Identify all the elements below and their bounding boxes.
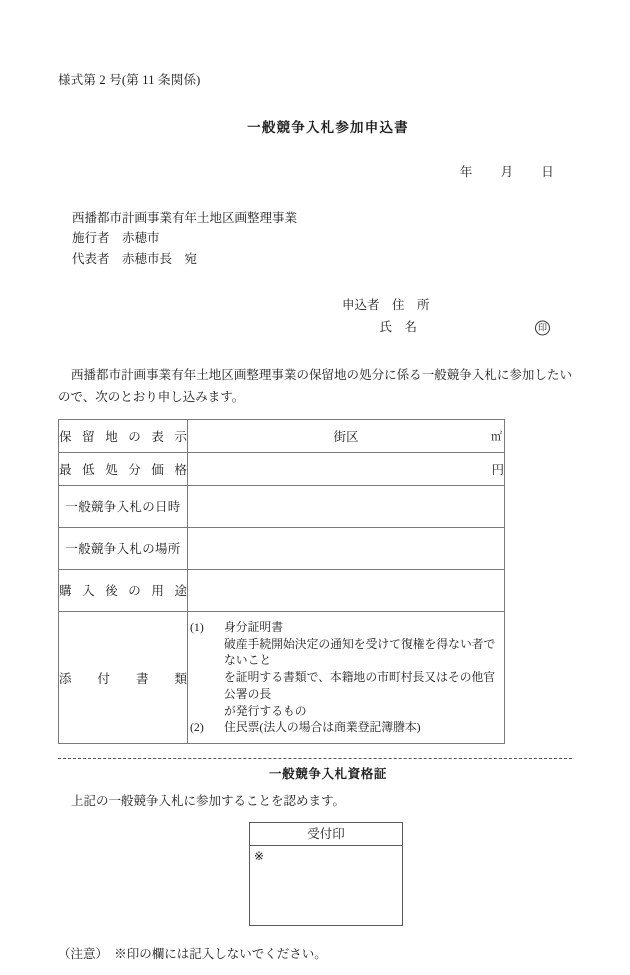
- row-label-purpose: [59, 569, 188, 611]
- row-label-bid-place: [59, 527, 188, 569]
- table-row: [59, 485, 505, 527]
- date-month-label: 月: [500, 164, 514, 179]
- date-day-label: 日: [541, 164, 554, 179]
- row-label-hoyuchi: [59, 419, 188, 452]
- label-char: 低: [82, 462, 95, 477]
- label-char: 留: [82, 429, 95, 444]
- attachment-line: 破産手続開始決定の通知を受けて復権を得ない者でないこと: [224, 636, 496, 668]
- stamp-box-wrapper: [58, 822, 572, 926]
- list-item: [190, 719, 504, 736]
- row-value-minimum-price[interactable]: [188, 452, 505, 485]
- block-label: 街区: [333, 429, 359, 444]
- certificate-title: 一般競争入札資格証: [269, 767, 387, 782]
- row-value-bid-datetime[interactable]: [188, 485, 505, 527]
- applicant-name-label: 氏 名: [379, 320, 418, 335]
- unit-yen: 円: [491, 462, 504, 477]
- row-label-bid-datetime: [59, 485, 188, 527]
- receipt-stamp-header: 受付印: [250, 823, 402, 846]
- application-table: [58, 419, 505, 744]
- label-char: 表: [151, 429, 164, 444]
- addressee-executor: 施行者 赤穂市: [72, 231, 160, 246]
- label-char: 入: [82, 584, 95, 599]
- date-year-label: 年: [459, 164, 473, 179]
- label-char: 途: [174, 584, 187, 599]
- label-char: 分: [128, 462, 141, 477]
- label-chars: [59, 669, 187, 687]
- label-char: 保: [59, 429, 72, 444]
- attachment-line: 身分証明書: [224, 619, 283, 634]
- footer-note: （注意） ※印の欄には記入しないでください。: [58, 947, 327, 962]
- table-row: [59, 569, 505, 611]
- attachment-line: 住民票(法人の場合は商業登記簿謄本): [224, 720, 421, 735]
- asterisk-mark-icon: ※: [254, 849, 265, 864]
- receipt-stamp-box: [249, 822, 403, 926]
- attachment-number: (2): [190, 720, 204, 735]
- intro-paragraph: 西播都市計画事業有年土地区画整理事業の保留地の処分に係る一般競争入札に参加したいので、次のとおり申し込みます。: [58, 368, 572, 404]
- row-label-attachments: [59, 611, 188, 743]
- seal-icon: 印: [535, 321, 550, 336]
- cut-separator: [58, 758, 572, 759]
- label-char: 格: [174, 462, 187, 477]
- value-content: [188, 427, 504, 445]
- value-content: [188, 460, 504, 478]
- label-chars: [59, 460, 187, 478]
- table-row: [59, 527, 505, 569]
- document-body: [58, 72, 572, 975]
- addressee-block: [72, 208, 572, 270]
- applicant-block: [58, 295, 572, 339]
- receipt-stamp-area: [250, 846, 402, 925]
- table-row: [59, 611, 505, 743]
- row-value-purpose[interactable]: [188, 569, 505, 611]
- label-char: 地: [105, 429, 118, 444]
- applicant-address-row: [342, 295, 572, 317]
- attachment-text: [224, 619, 504, 720]
- label-char: 付: [97, 671, 110, 686]
- attachment-number: (1): [190, 619, 204, 634]
- label-char: 価: [151, 462, 164, 477]
- table-row: [59, 419, 505, 452]
- label-chars: [59, 427, 187, 445]
- label-char: 購: [59, 584, 72, 599]
- label-char: の: [128, 584, 141, 599]
- label-char: 示: [174, 429, 187, 444]
- label-text: 一般競争入札の日時: [65, 500, 181, 515]
- label-char: 後: [105, 584, 118, 599]
- label-char: 用: [151, 584, 164, 599]
- unit-square-meter: ㎡: [491, 430, 502, 443]
- table-row: [59, 452, 505, 485]
- label-text: 一般競争入札の場所: [65, 542, 181, 557]
- form-number: 様式第 2 号(第 11 条関係): [58, 73, 201, 87]
- label-char: 処: [105, 462, 118, 477]
- row-value-bid-place[interactable]: [188, 527, 505, 569]
- date-line: [58, 162, 572, 180]
- certificate-text: 上記の一般競争入札に参加することを認めます。: [71, 794, 346, 809]
- page-title: 一般競争入札参加申込書: [247, 119, 409, 135]
- applicant-address-label: 住 所: [392, 298, 430, 313]
- addressee-representative: 代表者 赤穂市長 宛: [72, 251, 198, 266]
- applicant-name-row: [342, 317, 572, 339]
- attachment-line: を証明する書類で、本籍地の市町村長又はその他官公署の長: [224, 670, 496, 701]
- label-char: 最: [59, 462, 72, 477]
- attachment-list: [188, 612, 504, 743]
- label-chars: [59, 581, 187, 599]
- label-char: 書: [135, 671, 149, 686]
- applicant-label: 申込者: [342, 298, 380, 313]
- addressee-project: 西播都市計画事業有年土地区画整理事業: [72, 210, 298, 225]
- row-value-hoyuchi[interactable]: [188, 419, 505, 452]
- label-char: 添: [59, 671, 72, 686]
- attachment-text: [224, 719, 504, 736]
- row-value-attachments: [188, 611, 505, 743]
- label-char: 類: [174, 671, 187, 686]
- label-char: の: [128, 429, 141, 444]
- list-item: [190, 619, 504, 720]
- attachment-line: が発行するもの: [224, 703, 307, 718]
- row-label-minimum-price: [59, 452, 188, 485]
